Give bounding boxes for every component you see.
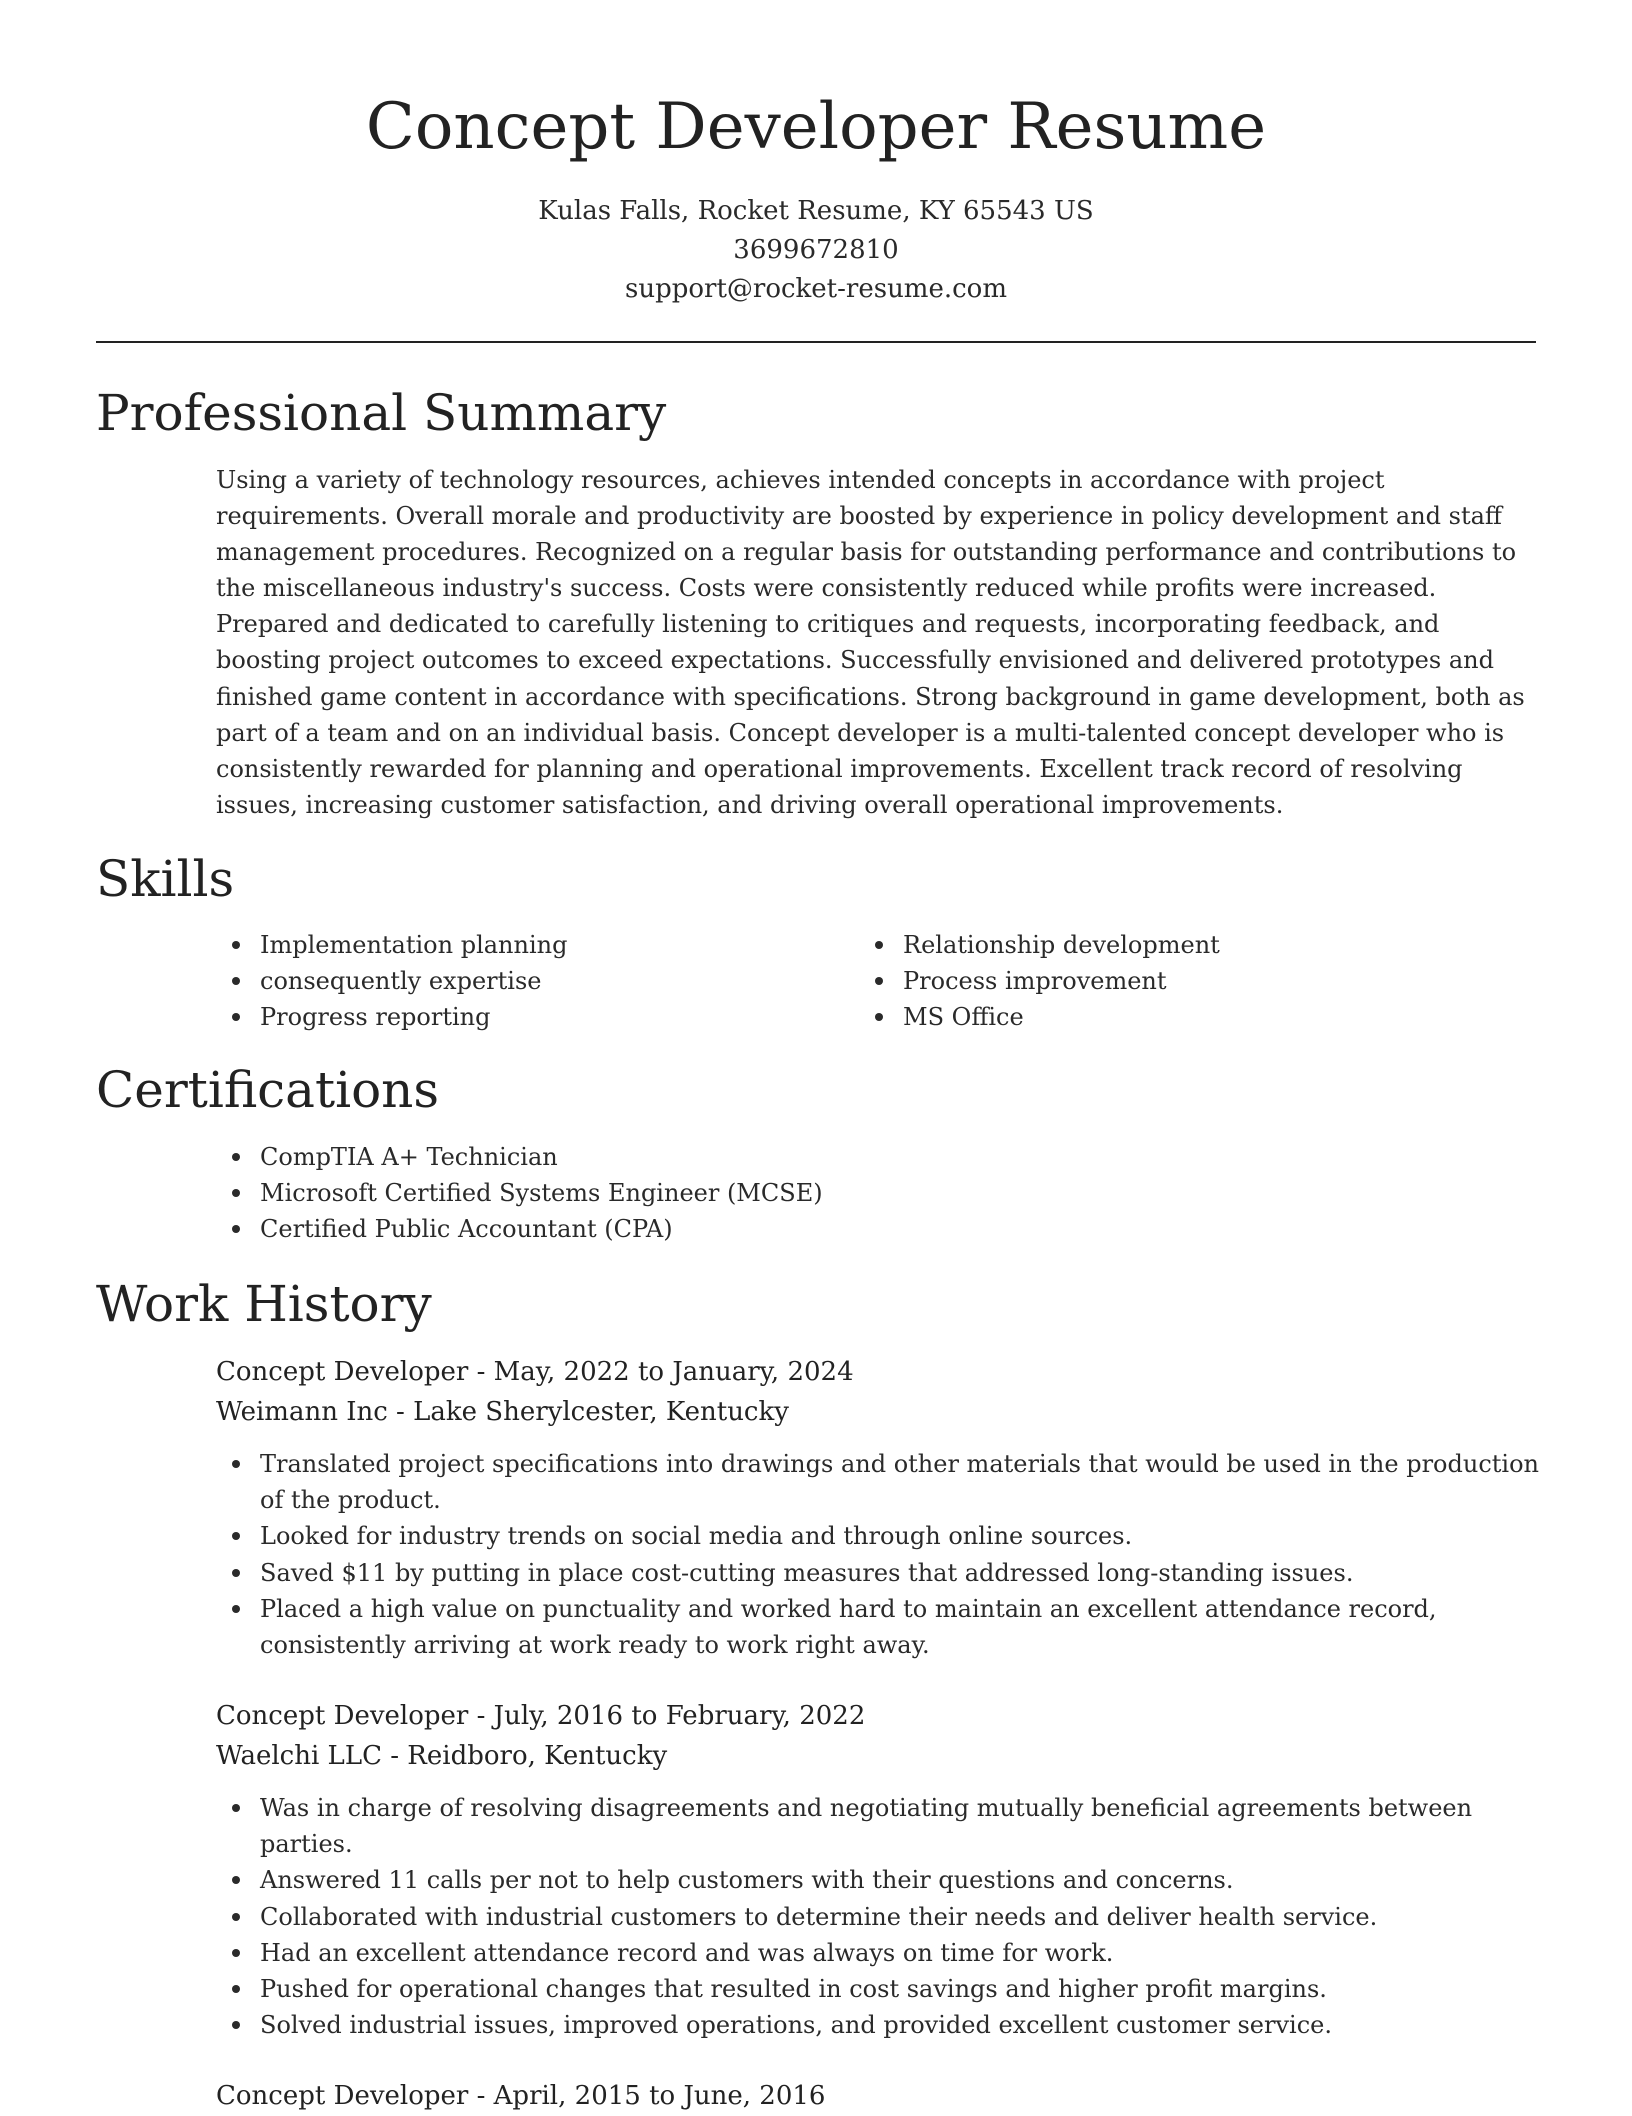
skill-item: Process improvement <box>859 963 1499 999</box>
job-bullet: Solved industrial issues, improved operations, and provided excellent customer service. <box>216 2007 1546 2043</box>
skill-item: MS Office <box>859 999 1499 1035</box>
header-divider <box>96 341 1536 343</box>
job-bullet: Looked for industry trends on social media and through online sources. <box>216 1518 1546 1554</box>
contact-phone: 3699672810 <box>733 235 899 265</box>
skills-list-left <box>216 927 856 1036</box>
job-entry <box>216 1352 1546 1663</box>
job-bullet: Answered 11 calls per not to help customers with their questions and concerns. <box>216 1862 1546 1898</box>
skill-item: consequently expertise <box>216 963 856 999</box>
job-entry <box>216 1696 1546 2043</box>
summary-heading: Professional Summary <box>96 384 667 442</box>
skills-list-right <box>859 927 1499 1036</box>
certification-item: Microsoft Certified Systems Engineer (MCSE) <box>216 1175 1416 1211</box>
skill-item: Progress reporting <box>216 999 856 1035</box>
job-bullet: Translated project specifications into drawings and other materials that would be used in the production of the product. <box>216 1446 1546 1518</box>
job-bullets <box>216 1446 1546 1663</box>
certification-item: Certified Public Accountant (CPA) <box>216 1211 1416 1247</box>
job-bullet: Saved $11 by putting in place cost-cutting measures that addressed long-standing issues. <box>216 1555 1546 1591</box>
skill-item: Relationship development <box>859 927 1499 963</box>
job-bullet: Placed a high value on punctuality and worked hard to maintain an excellent attendance record, consistently arriving at work ready to work right away. <box>216 1591 1546 1663</box>
certifications-list <box>216 1139 1416 1248</box>
job-bullets <box>216 1790 1546 2043</box>
job-bullet: Had an excellent attendance record and was always on time for work. <box>216 1935 1546 1971</box>
resume-title: Concept Developer Resume <box>365 90 1267 164</box>
work-history-heading: Work History <box>96 1275 432 1333</box>
job-company-line: Waelchi LLC - Reidboro, Kentucky <box>216 1741 668 1771</box>
job-bullet: Collaborated with industrial customers to determine their needs and deliver health service. <box>216 1899 1546 1935</box>
summary-text: Using a variety of technology resources, achieves intended concepts in accordance with project requirements. Overall morale and productivity are boosted by experience in policy development and staff management procedures. Recognized on a regular basis for outstanding performance and contributions to the miscellaneous industry's success. Costs were consistently reduced while profits were increased. Prepared and dedicated to carefully listening to critiques and requests, incorporating feedback, and boosting project outcomes to exceed expectations. Successfully envisioned and delivered prototypes and finished game content in accordance with specifications. Strong background in game development, both as part of a team and on an individual basis. Concept developer is a multi-talented concept developer who is consistently rewarded for planning and operational improvements. Excellent track record of resolving issues, increasing customer satisfaction, and driving overall operational improvements. <box>216 466 1525 819</box>
job-bullet: Pushed for operational changes that resulted in cost savings and higher profit margins. <box>216 1971 1546 2007</box>
job-company-line: Weimann Inc - Lake Sherylcester, Kentucky <box>216 1397 789 1427</box>
job-title-line: Concept Developer - May, 2022 to January, 2024 <box>216 1357 854 1387</box>
job-title-line: Concept Developer - July, 2016 to February, 2022 <box>216 1701 866 1731</box>
skills-heading: Skills <box>96 850 235 908</box>
contact-address: Kulas Falls, Rocket Resume, KY 65543 US <box>538 196 1094 226</box>
job-bullet: Was in charge of resolving disagreements and negotiating mutually beneficial agreements between parties. <box>216 1790 1546 1862</box>
job-entry <box>216 2076 1546 2116</box>
contact-email: support@rocket-resume.com <box>624 274 1007 304</box>
skill-item: Implementation planning <box>216 927 856 963</box>
certifications-heading: Certifications <box>96 1061 440 1119</box>
job-title-line: Concept Developer - April, 2015 to June, 2016 <box>216 2081 826 2111</box>
contact-info <box>96 192 1536 309</box>
certification-item: CompTIA A+ Technician <box>216 1139 1416 1175</box>
